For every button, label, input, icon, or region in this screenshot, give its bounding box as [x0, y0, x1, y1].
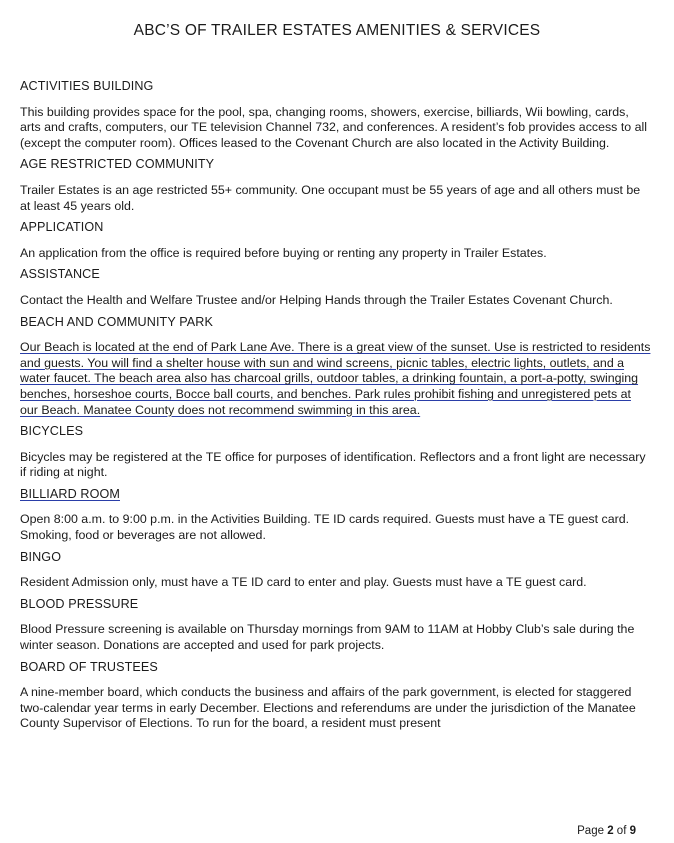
section-body: Our Beach is located at the end of Park Lane Ave. There is a great view of the sunset. Use is restricted to residents and guests. You will find a shelter house with sun and wind screens, picnic tables, electric lights, outlets, and a water faucet. The beach area also has charcoal grills, outdoor tables, a drinking fountain, a port-a-potty, swinging benches, horseshoe courts, Bocce ball courts, and benches. Park rules prohibit fishing and unregistered pets at our Beach. Manatee County does not recommend swimming in this area.	[20, 340, 651, 417]
page-label: Page	[577, 825, 604, 837]
section-activities-building	[20, 79, 652, 151]
section-billiard-room	[20, 487, 652, 544]
section-blood-pressure	[20, 597, 652, 654]
section-body: Trailer Estates is an age restricted 55+ community. One occupant must be 55 years of age and all others must be at least 45 years old.	[20, 182, 641, 213]
section-application	[20, 220, 652, 261]
page-total: 9	[629, 825, 636, 837]
page-number	[577, 825, 636, 837]
section-assistance	[20, 267, 652, 308]
section-heading: BEACH AND COMMUNITY PARK	[20, 314, 213, 329]
section-bicycles	[20, 424, 652, 481]
section-heading: BILLIARD ROOM	[20, 486, 120, 501]
section-body: A nine-member board, which conducts the business and affairs of the park government, is elected for staggered two-calendar year terms in early December. Elections and referendums are under the jurisdiction of the Manatee County Supervisor of Elections. To run for the board, a resident must present	[20, 685, 636, 731]
page-current: 2	[607, 825, 614, 837]
page-of: of	[616, 825, 627, 837]
section-body: This building provides space for the pool, spa, changing rooms, showers, exercise, billiards, Wii bowling, cards, arts and crafts, computers, our TE television Channel 732, and conferences. A resident’s fob provides access to all (except the computer room). Offices leased to the Covenant Church are also located in the Activity Building.	[20, 104, 647, 150]
content	[20, 79, 652, 738]
section-body: Bicycles may be registered at the TE office for purposes of identification. Reflectors and a front light are necessary if riding at night.	[20, 449, 646, 480]
section-heading: BINGO	[20, 549, 62, 564]
section-body: Blood Pressure screening is available on Thursday mornings from 9AM to 11AM at Hobby Club’s sale during the winter season. Donations are accepted and used for park projects.	[20, 622, 635, 653]
section-body: Resident Admission only, must have a TE ID card to enter and play. Guests must have a TE guest card.	[20, 575, 587, 590]
page-title: ABC’S OF TRAILER ESTATES AMENITIES & SERVICES	[133, 22, 541, 39]
section-board-of-trustees	[20, 660, 652, 732]
section-heading: APPLICATION	[20, 220, 104, 235]
section-beach	[20, 315, 652, 419]
section-age-restricted	[20, 157, 652, 214]
section-body: Contact the Health and Welfare Trustee and/or Helping Hands through the Trailer Estates Covenant Church.	[20, 292, 613, 307]
section-heading: ASSISTANCE	[20, 267, 100, 282]
section-bingo	[20, 550, 652, 591]
section-heading: AGE RESTRICTED COMMUNITY	[20, 157, 215, 172]
section-heading: ACTIVITIES BUILDING	[20, 79, 154, 93]
section-heading: BOARD OF TRUSTEES	[20, 659, 158, 674]
section-heading: BLOOD PRESSURE	[20, 596, 139, 611]
section-body: Open 8:00 a.m. to 9:00 p.m. in the Activities Building. TE ID cards required. Guests must have a TE guest card. Smoking, food or beverages are not allowed.	[20, 512, 630, 543]
section-body: An application from the office is required before buying or renting any property in Trailer Estates.	[20, 245, 547, 260]
section-heading: BICYCLES	[20, 424, 84, 439]
